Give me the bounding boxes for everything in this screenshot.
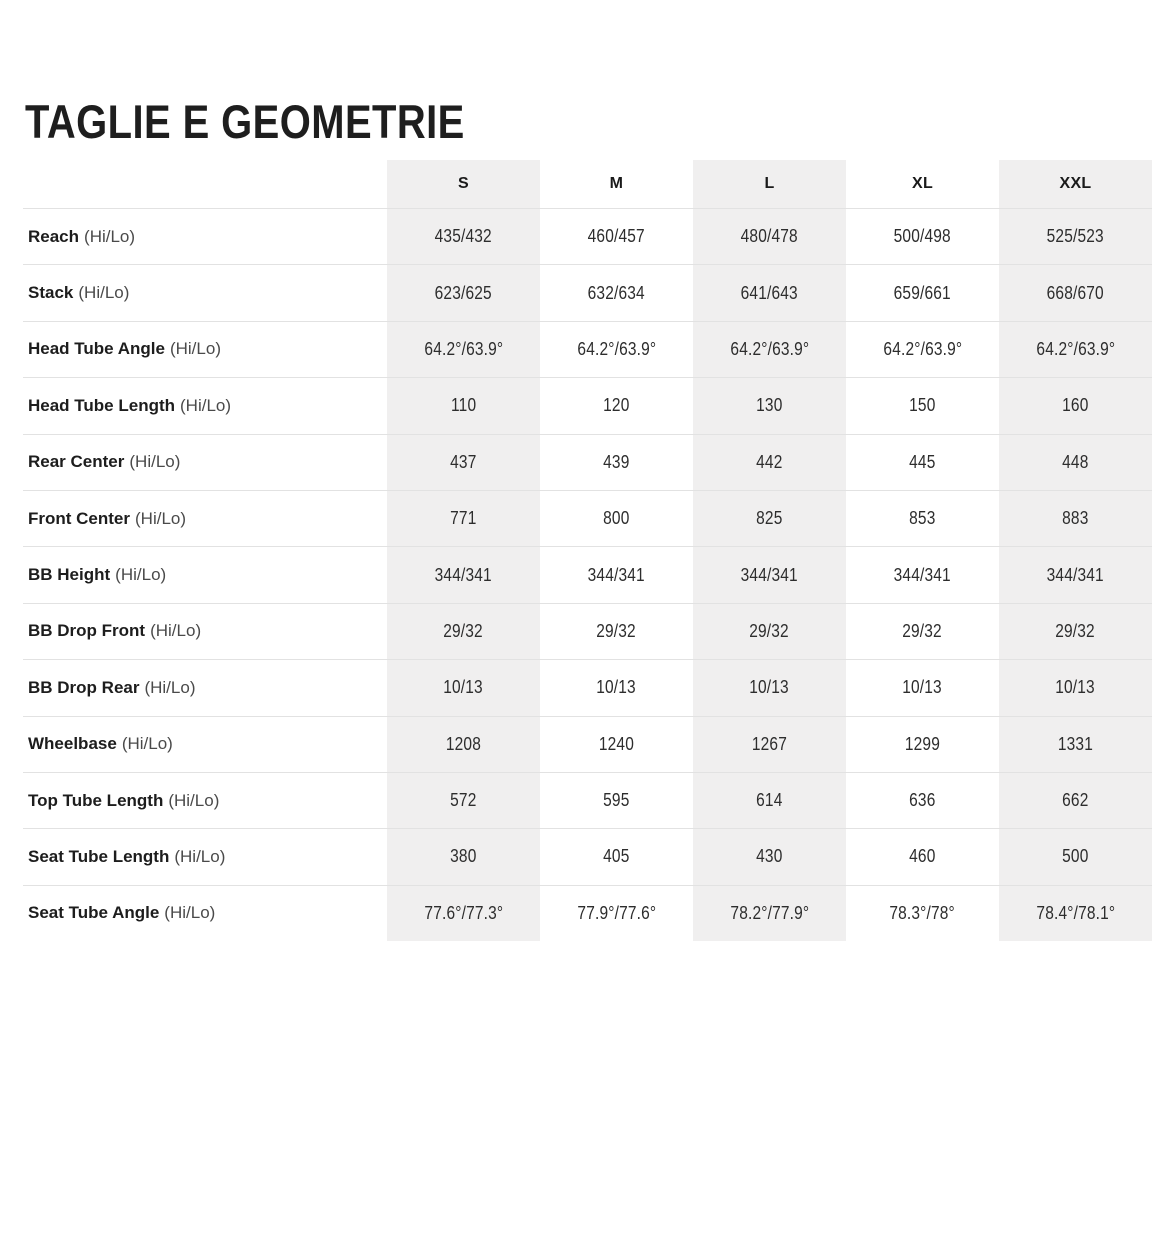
- spec-value-cell: [846, 828, 999, 884]
- spec-value: 380: [450, 846, 477, 867]
- spec-hi-lo-suffix: (Hi/Lo): [84, 226, 136, 246]
- spec-value: 437: [450, 451, 477, 472]
- spec-value-cell: [846, 885, 999, 941]
- spec-row-label: [23, 434, 387, 490]
- spec-value-cell: [693, 546, 846, 602]
- spec-value: 883: [1062, 508, 1089, 529]
- spec-value-cell: [999, 490, 1152, 546]
- spec-value-cell: [540, 377, 693, 433]
- spec-row-label: [23, 264, 387, 320]
- spec-value-cell: [999, 377, 1152, 433]
- spec-value: 120: [603, 395, 630, 416]
- spec-value-cell: [999, 885, 1152, 941]
- spec-value-cell: [846, 659, 999, 715]
- spec-value: 668/670: [1046, 282, 1105, 303]
- spec-row-label: [23, 716, 387, 772]
- spec-value-cell: [846, 490, 999, 546]
- spec-hi-lo-suffix: (Hi/Lo): [144, 677, 196, 697]
- spec-value-cell: [999, 659, 1152, 715]
- spec-value: 344/341: [1046, 564, 1105, 585]
- spec-name: BB Drop Front: [28, 621, 146, 641]
- spec-value: 130: [756, 395, 783, 416]
- spec-hi-lo-suffix: (Hi/Lo): [164, 903, 216, 923]
- spec-value-cell: [387, 321, 540, 377]
- spec-value: 1240: [598, 733, 635, 754]
- spec-value-cell: [540, 659, 693, 715]
- spec-value: 78.3°/78°: [889, 902, 956, 923]
- spec-value-cell: [999, 716, 1152, 772]
- spec-value: 641/643: [740, 282, 799, 303]
- spec-value-cell: [387, 603, 540, 659]
- spec-value: 405: [603, 846, 630, 867]
- spec-value: 77.6°/77.3°: [424, 902, 503, 923]
- spec-value: 29/32: [902, 620, 943, 641]
- spec-value-cell: [846, 546, 999, 602]
- spec-value-cell: [540, 885, 693, 941]
- spec-hi-lo-suffix: (Hi/Lo): [78, 283, 130, 303]
- spec-value-cell: [999, 208, 1152, 264]
- size-column-header-xxl: XXL: [999, 160, 1152, 208]
- spec-value: 614: [756, 790, 783, 811]
- spec-name: Rear Center: [28, 452, 125, 472]
- spec-value-cell: [693, 716, 846, 772]
- spec-value: 10/13: [749, 677, 790, 698]
- spec-value: 110: [450, 395, 477, 416]
- spec-value: 64.2°/63.9°: [1036, 338, 1115, 359]
- spec-value: 448: [1062, 451, 1089, 472]
- spec-value: 78.2°/77.9°: [730, 902, 809, 923]
- spec-value: 10/13: [1055, 677, 1096, 698]
- spec-value-cell: [999, 546, 1152, 602]
- spec-hi-lo-suffix: (Hi/Lo): [129, 452, 181, 472]
- spec-value: 632/634: [587, 282, 646, 303]
- spec-value-cell: [693, 772, 846, 828]
- spec-value-cell: [999, 434, 1152, 490]
- spec-value-cell: [693, 828, 846, 884]
- spec-value-cell: [846, 603, 999, 659]
- spec-value: 825: [756, 508, 783, 529]
- spec-value: 430: [756, 846, 783, 867]
- spec-name: Wheelbase: [28, 734, 117, 754]
- spec-value: 435/432: [434, 226, 493, 247]
- spec-value: 595: [603, 790, 630, 811]
- spec-value-cell: [999, 603, 1152, 659]
- spec-row-label: [23, 546, 387, 602]
- spec-value: 636: [909, 790, 936, 811]
- spec-value: 659/661: [893, 282, 952, 303]
- spec-value-cell: [693, 321, 846, 377]
- spec-value-cell: [693, 208, 846, 264]
- spec-row-label: [23, 490, 387, 546]
- spec-name: BB Drop Rear: [28, 677, 140, 697]
- spec-hi-lo-suffix: (Hi/Lo): [150, 621, 202, 641]
- spec-value: 64.2°/63.9°: [577, 338, 656, 359]
- spec-value: 29/32: [1055, 620, 1096, 641]
- spec-value: 29/32: [749, 620, 790, 641]
- spec-value-cell: [693, 603, 846, 659]
- spec-value-cell: [540, 546, 693, 602]
- spec-row-label: [23, 208, 387, 264]
- spec-value: 853: [909, 508, 936, 529]
- spec-value: 771: [450, 508, 477, 529]
- spec-value-cell: [540, 716, 693, 772]
- spec-value: 662: [1062, 790, 1089, 811]
- spec-value: 442: [756, 451, 783, 472]
- spec-name: Front Center: [28, 508, 130, 528]
- spec-value: 1208: [445, 733, 482, 754]
- spec-value-cell: [540, 828, 693, 884]
- spec-value: 344/341: [893, 564, 952, 585]
- spec-value-cell: [540, 490, 693, 546]
- spec-hi-lo-suffix: (Hi/Lo): [174, 846, 226, 866]
- spec-value-cell: [540, 603, 693, 659]
- spec-hi-lo-suffix: (Hi/Lo): [135, 508, 187, 528]
- spec-hi-lo-suffix: (Hi/Lo): [115, 565, 167, 585]
- spec-value: 344/341: [740, 564, 799, 585]
- spec-value-cell: [846, 772, 999, 828]
- spec-row-label: [23, 321, 387, 377]
- spec-value-cell: [693, 377, 846, 433]
- spec-value-cell: [693, 490, 846, 546]
- spec-value: 460: [909, 846, 936, 867]
- spec-value-cell: [846, 321, 999, 377]
- spec-value: 78.4°/78.1°: [1036, 902, 1115, 923]
- spec-value: 344/341: [434, 564, 493, 585]
- spec-value-cell: [387, 546, 540, 602]
- spec-value: 1331: [1057, 733, 1094, 754]
- spec-value-cell: [999, 321, 1152, 377]
- spec-value: 160: [1062, 395, 1089, 416]
- page-title: TAGLIE E GEOMETRIE: [25, 95, 465, 148]
- spec-value: 29/32: [596, 620, 637, 641]
- spec-value: 77.9°/77.6°: [577, 902, 656, 923]
- spec-value-cell: [540, 264, 693, 320]
- spec-hi-lo-suffix: (Hi/Lo): [121, 734, 173, 754]
- spec-row-label: [23, 828, 387, 884]
- spec-hi-lo-suffix: (Hi/Lo): [169, 339, 221, 359]
- spec-value: 623/625: [434, 282, 493, 303]
- spec-value: 445: [909, 451, 936, 472]
- spec-row-label: [23, 377, 387, 433]
- spec-value: 572: [450, 790, 477, 811]
- spec-row-label: [23, 603, 387, 659]
- spec-value-cell: [846, 434, 999, 490]
- spec-value: 64.2°/63.9°: [883, 338, 962, 359]
- page: [0, 95, 1158, 1256]
- spec-value: 64.2°/63.9°: [730, 338, 809, 359]
- spec-value-cell: [387, 208, 540, 264]
- spec-value-cell: [387, 264, 540, 320]
- spec-value-cell: [999, 264, 1152, 320]
- size-column-header-m: M: [609, 175, 624, 192]
- spec-value: 10/13: [596, 677, 637, 698]
- spec-value-cell: [540, 434, 693, 490]
- spec-value: 460/457: [587, 226, 646, 247]
- spec-name: Stack: [28, 283, 74, 303]
- spec-value: 500/498: [893, 226, 952, 247]
- spec-value: 439: [603, 451, 630, 472]
- spec-value: 480/478: [740, 226, 799, 247]
- spec-hi-lo-suffix: (Hi/Lo): [180, 395, 232, 415]
- spec-value-cell: [999, 828, 1152, 884]
- spec-name: Seat Tube Length: [28, 846, 170, 866]
- spec-value: 10/13: [902, 677, 943, 698]
- spec-value: 500: [1062, 846, 1089, 867]
- spec-value: 525/523: [1046, 226, 1105, 247]
- spec-name: Reach: [28, 226, 80, 246]
- spec-name: Head Tube Angle: [28, 339, 165, 359]
- size-column-header-l: L: [693, 160, 846, 208]
- spec-hi-lo-suffix: (Hi/Lo): [168, 790, 220, 810]
- spec-value: 1267: [751, 733, 788, 754]
- spec-value-cell: [540, 772, 693, 828]
- size-column-header-s: S: [387, 160, 540, 208]
- spec-name: BB Height: [28, 565, 111, 585]
- geometry-table: [23, 160, 1152, 941]
- spec-value-cell: [540, 321, 693, 377]
- spec-value-cell: [387, 377, 540, 433]
- spec-value: 1299: [904, 733, 941, 754]
- spec-value-cell: [387, 885, 540, 941]
- spec-value-cell: [846, 208, 999, 264]
- spec-value-cell: [693, 659, 846, 715]
- spec-value: 150: [909, 395, 936, 416]
- spec-value-cell: [387, 659, 540, 715]
- spec-value-cell: [387, 716, 540, 772]
- spec-value-cell: [846, 377, 999, 433]
- spec-value-cell: [540, 208, 693, 264]
- spec-value: 10/13: [443, 677, 484, 698]
- table-corner-cell: [23, 160, 387, 208]
- spec-value-cell: [846, 264, 999, 320]
- spec-value: 800: [603, 508, 630, 529]
- spec-value: 29/32: [443, 620, 484, 641]
- spec-value-cell: [387, 772, 540, 828]
- spec-name: Head Tube Length: [28, 395, 176, 415]
- spec-row-label: [23, 659, 387, 715]
- spec-row-label: [23, 772, 387, 828]
- spec-row-label: [23, 885, 387, 941]
- spec-value-cell: [387, 434, 540, 490]
- size-column-header-xl: XL: [911, 175, 934, 192]
- spec-value-cell: [999, 772, 1152, 828]
- spec-name: Seat Tube Angle: [28, 903, 160, 923]
- spec-value: 344/341: [587, 564, 646, 585]
- spec-value-cell: [387, 828, 540, 884]
- spec-value-cell: [693, 885, 846, 941]
- spec-value-cell: [846, 716, 999, 772]
- spec-name: Top Tube Length: [28, 790, 164, 810]
- spec-value-cell: [387, 490, 540, 546]
- spec-value-cell: [693, 264, 846, 320]
- spec-value-cell: [693, 434, 846, 490]
- spec-value: 64.2°/63.9°: [424, 338, 503, 359]
